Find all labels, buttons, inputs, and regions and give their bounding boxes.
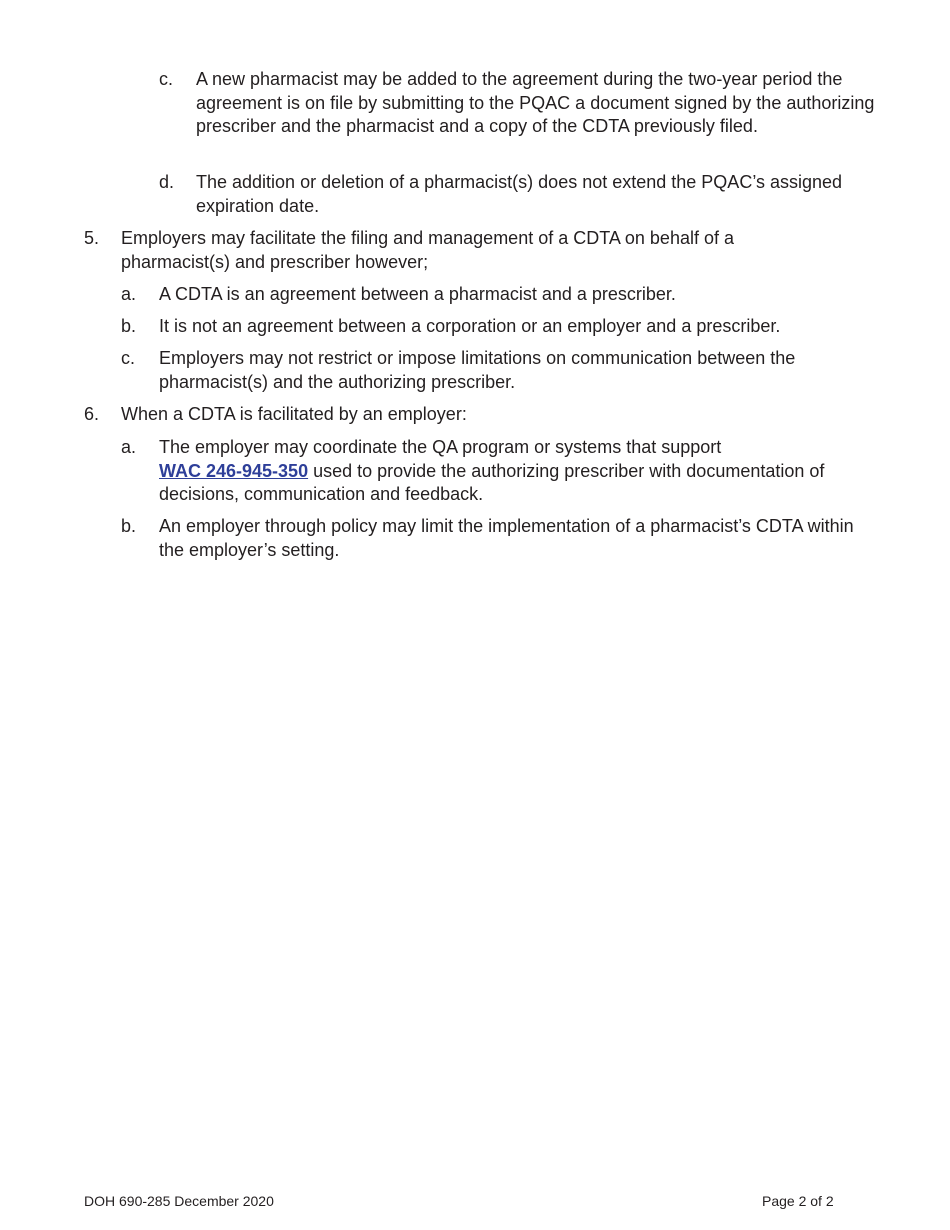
list-item-text: It is not an agreement between a corporation or an employer and a prescriber. (159, 316, 781, 336)
list-item-text: The addition or deletion of a pharmacist(s) does not extend the PQAC’s assigned expiration date. (196, 172, 843, 216)
list-marker: b. (121, 516, 137, 536)
list-item-text-before: The employer may coordinate the QA program or systems that support (159, 437, 722, 457)
wac-reference-link[interactable]: WAC 246-945-350 (159, 460, 309, 481)
list-item-text: A new pharmacist may be added to the agreement during the two-year period the agreement is on file by submitting to the PQAC a document signed by the authorizing prescriber and the pharmacist and a copy of the CDTA previously filed. (196, 69, 875, 136)
list-marker: c. (159, 69, 174, 89)
footer-form-id: DOH 690-285 December 2020 (84, 1193, 274, 1209)
list-item-text-after: used to provide the authorizing prescriber with documentation of decisions, communication and feedback. (159, 460, 825, 504)
footer-page-number: Page 2 of 2 (762, 1193, 834, 1209)
list-marker: 5. (84, 228, 100, 248)
list-item-text: Employers may not restrict or impose limitations on communication between the pharmacist(s) and the authorizing prescriber. (159, 348, 796, 392)
list-marker: 6. (84, 404, 100, 424)
list-marker: b. (121, 316, 137, 336)
list-marker: a. (121, 284, 137, 304)
list-item-text (159, 436, 859, 507)
list-item-text: An employer through policy may limit the implementation of a pharmacist’s CDTA within the employer’s setting. (159, 516, 854, 560)
list-item-text: A CDTA is an agreement between a pharmacist and a prescriber. (159, 284, 676, 304)
list-marker: c. (121, 348, 136, 368)
list-marker: d. (159, 172, 175, 192)
list-item-text: When a CDTA is facilitated by an employer: (121, 404, 467, 424)
list-marker: a. (121, 437, 137, 457)
list-item-text: Employers may facilitate the filing and management of a CDTA on behalf of a pharmacist(s) and prescriber however; (121, 228, 734, 272)
